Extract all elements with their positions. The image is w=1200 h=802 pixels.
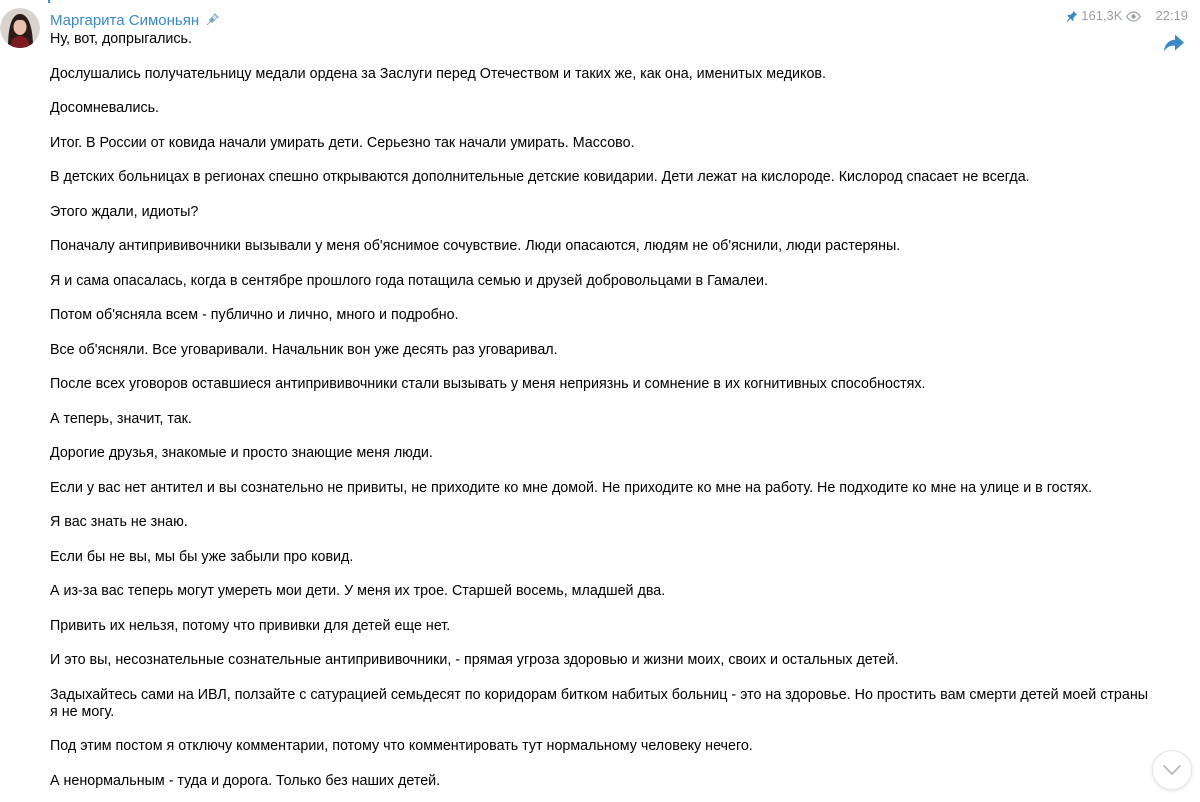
pin-icon: [1066, 10, 1078, 22]
message-paragraph: А теперь, значит, так.: [50, 410, 192, 427]
message-paragraph: Я вас знать не знаю.: [50, 514, 188, 530]
message-paragraph: После всех уговоров оставшиеся антипрививочники стали вызывать у меня неприязнь и сомнение в их когнитивных способностях.: [50, 376, 926, 392]
message-paragraph: Если у вас нет антител и вы сознательно не привиты, не приходите ко мне домой. Не приходите ко мне на работу. Не подходите ко мне на улице и в гостях.: [50, 479, 1093, 496]
chevron-down-icon: [1162, 764, 1182, 776]
message-paragraph: Дослушались получательницу медали ордена за Заслуги перед Отечеством и таких же, как она, именитых медиков.: [50, 65, 826, 82]
message-paragraph: Все об'ясняли. Все уговаривали. Начальник вон уже десять раз уговаривал.: [50, 341, 558, 358]
scroll-down-button[interactable]: [1152, 750, 1192, 790]
message-text: [50, 31, 1150, 802]
message-paragraph: А ненормальным - туда и дорога. Только без наших детей.: [50, 772, 441, 789]
message-paragraph: Поначалу антипрививочники вызывали у меня об'яснимое сочувствие. Люди опасаются, людям не об'яснили, люди растеряны.: [50, 238, 901, 254]
share-button[interactable]: [1163, 33, 1185, 53]
author-name[interactable]: Маргарита Симоньян: [50, 11, 200, 29]
message-paragraph: Под этим постом я отключу комментарии, потому что комментировать тут нормальному человеку нечего.: [50, 738, 753, 754]
message-paragraph: Этого ждали, идиоты?: [50, 203, 199, 220]
post-time: 22:19: [1155, 8, 1188, 23]
message-paragraph: Я и сама опасалась, когда в сентябре прошлого года потащила семью и друзей добровольцами в Гамалеи.: [50, 272, 769, 289]
message-paragraph: Досомневались.: [50, 100, 160, 116]
share-icon: [1163, 33, 1185, 53]
message-paragraph: Итог. В России от ковида начали умирать дети. Серьезно так начали умирать. Массово.: [50, 134, 635, 151]
author-row: [50, 10, 220, 30]
message-paragraph: Если бы не вы, мы бы уже забыли про ковид.: [50, 548, 354, 565]
message-paragraph: И это вы, несознательные сознательные антипрививочники, - прямая угроза здоровью и жизни моих, своих и остальных детей.: [50, 652, 899, 668]
message-paragraph: Привить их нельзя, потому что прививки для детей еще нет.: [50, 617, 451, 634]
message-paragraph: А из-за вас теперь могут умереть мои дети. У меня их трое. Старшей восемь, младшей два.: [50, 583, 666, 599]
avatar[interactable]: [0, 8, 40, 48]
message-paragraph: Ну, вот, допрыгались.: [50, 31, 192, 47]
message-paragraph: Дорогие друзья, знакомые и просто знающие меня люди.: [50, 445, 433, 461]
message-paragraph: Потом об'ясняла всем - публично и лично, много и подробно.: [50, 307, 459, 323]
message-paragraph: Задыхайтесь сами на ИВЛ, ползайте с сатурацией семьдесят по коридорам битком набитых больниц - это на здоровье. Но простить вам смерти детей моей страны я не могу.: [50, 686, 1148, 720]
post-meta: [1066, 8, 1188, 23]
eye-icon: [1126, 10, 1141, 21]
message-paragraph: В детских больницах в регионах спешно открываются дополнительные детские ковидарии. Дети лежат на кислороде. Кислород спасает не всегда.: [50, 169, 1030, 185]
top-edge-mark: [48, 0, 50, 3]
syringe-icon: [204, 12, 220, 28]
view-count: 161,3K: [1081, 8, 1123, 23]
